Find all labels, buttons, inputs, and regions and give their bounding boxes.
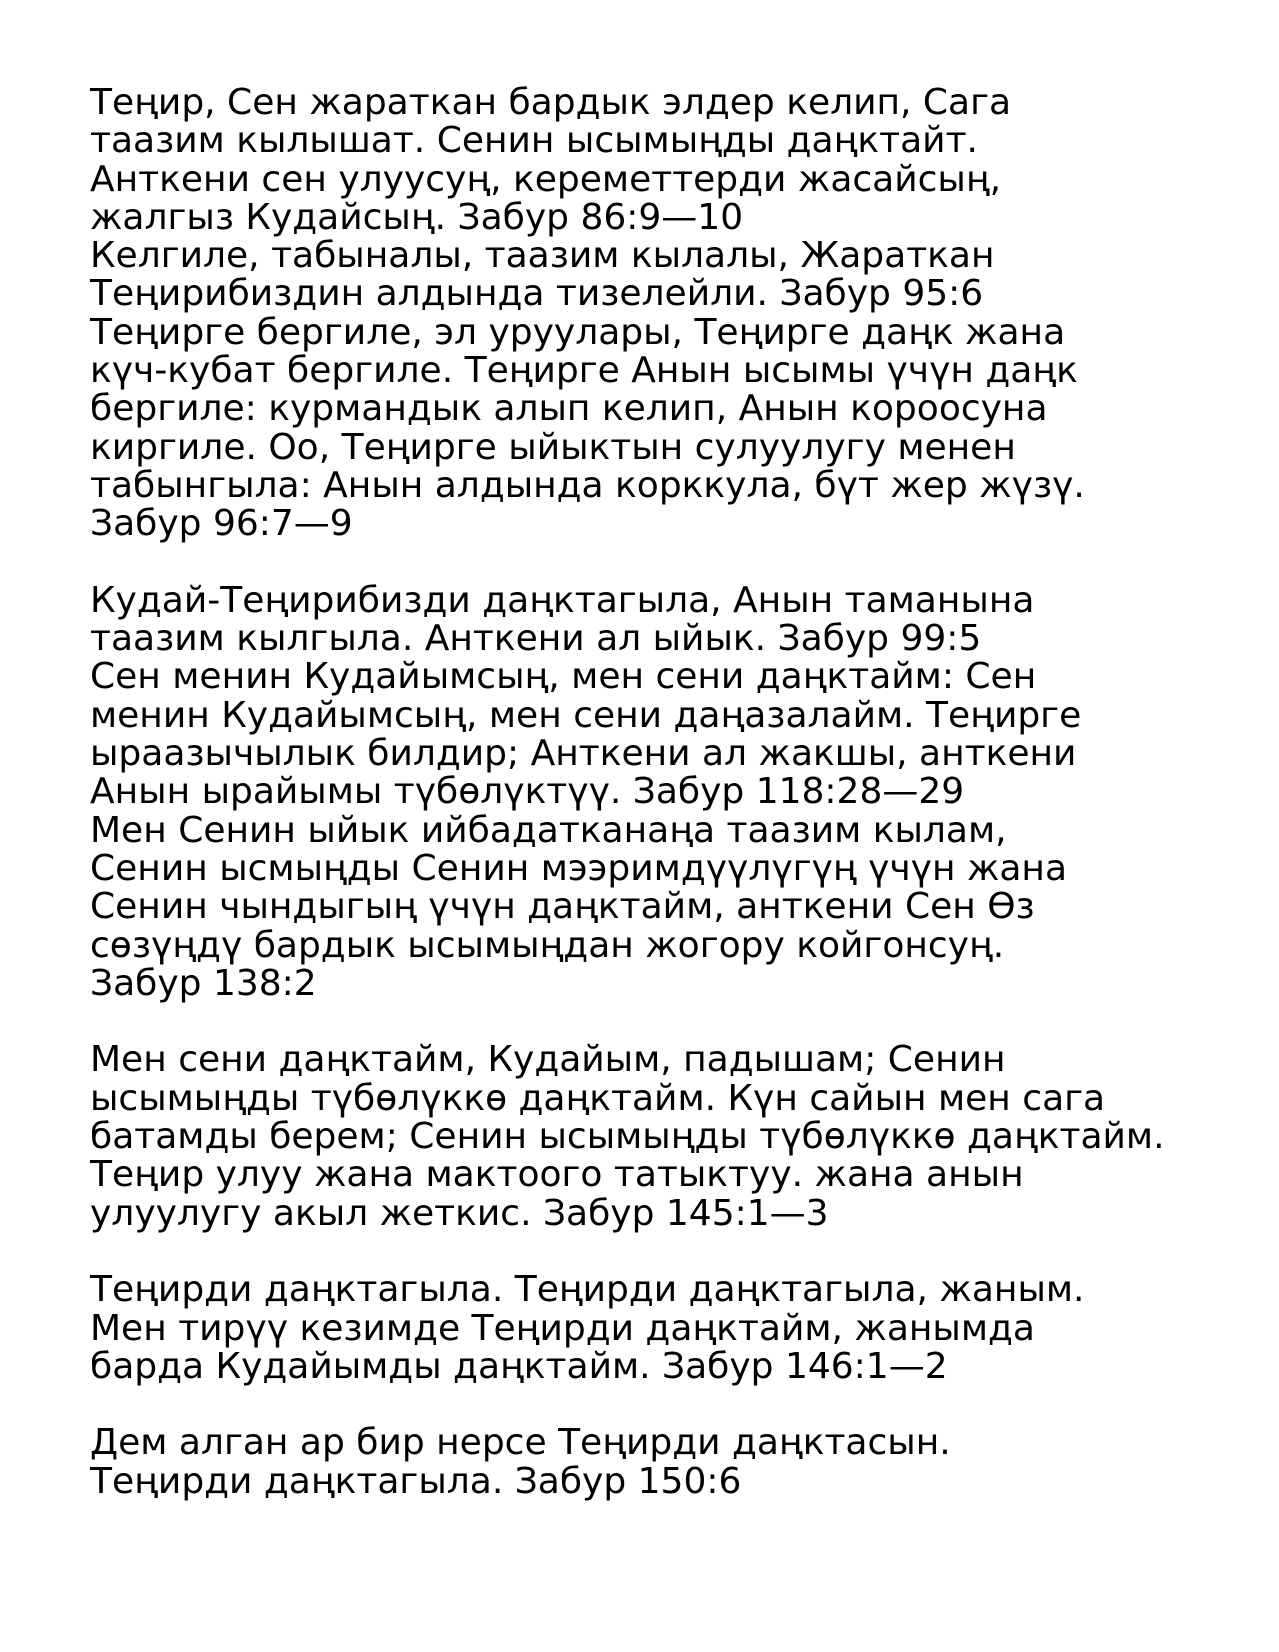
text-line: Сенин чындыгың үчүн даңктайм, анткени Сен Өз bbox=[90, 886, 1035, 928]
paragraph-5 bbox=[90, 1424, 1250, 1501]
text-line: Забур 96:7—9 bbox=[90, 503, 353, 545]
paragraph-spacer bbox=[90, 1386, 1250, 1424]
text-line: киргиле. Оо, Теңирге ыйыктын сулуулугу менен bbox=[90, 426, 1016, 468]
paragraph-1 bbox=[90, 84, 1250, 544]
text-line: күч-кубат бергиле. Теңирге Анын ысымы үчүн даңк bbox=[90, 350, 1078, 392]
paragraph-spacer bbox=[90, 1233, 1250, 1271]
paragraph-spacer bbox=[90, 544, 1250, 582]
text-line: Забур 138:2 bbox=[90, 962, 317, 1004]
text-line: Анткени сен улуусуң, кереметтерди жасайсың, bbox=[90, 158, 1002, 200]
text-line: батамды берем; Сенин ысымыңды түбөлүккө даңктайм. bbox=[90, 1116, 1165, 1158]
paragraph-spacer bbox=[90, 1003, 1250, 1041]
text-line: Теңирди даңктагыла. Забур 150:6 bbox=[90, 1460, 742, 1502]
text-line: таазим кылышат. Сенин ысымыңды даңктайт. bbox=[90, 120, 978, 162]
text-line: таазим кылгыла. Анткени ал ыйык. Забур 99:5 bbox=[90, 618, 982, 660]
paragraph-2 bbox=[90, 579, 1250, 1004]
text-line: Анын ырайымы түбөлүктүү. Забур 118:28—29 bbox=[90, 771, 965, 813]
text-line: Мен сени даңктайм, Кудайым, падышам; Сенин bbox=[90, 1039, 1006, 1081]
text-line: Мен Сенин ыйык ийбадатканаңа таазим кылам, bbox=[90, 809, 1007, 851]
text-line: Теңирге бергиле, эл уруулары, Теңирге даңк жана bbox=[90, 311, 1066, 353]
text-line: Теңирди даңктагыла. Теңирди даңктагыла, жаным. bbox=[90, 1269, 1085, 1311]
text-line: Теңир, Сен жараткан бардык элдер келип, Сага bbox=[90, 82, 1012, 123]
text-line: Сенин ысмыңды Сенин мээримдүүлүгүң үчүн жана bbox=[90, 847, 1068, 889]
text-line: Кудай-Теңирибизди даңктагыла, Анын таманына bbox=[90, 579, 1035, 621]
text-line: ыраазычылык билдир; Анткени ал жакшы, анткени bbox=[90, 733, 1077, 775]
text-line: Сен менин Кудайымсың, мен сени даңктайм: Сен bbox=[90, 656, 1037, 698]
text-line: Келгиле, табыналы, таазим кылалы, Жараткан bbox=[90, 235, 995, 277]
text-line: сөзүңдү бардык ысымыңдан жогору койгонсуң. bbox=[90, 924, 1005, 966]
text-line: ысымыңды түбөлүккө даңктайм. Күн сайын мен сага bbox=[90, 1077, 1106, 1119]
text-line: менин Кудайымсың, мен сени даңазалайм. Теңирге bbox=[90, 694, 1082, 736]
text-line: бергиле: курмандык алып келип, Анын короосуна bbox=[90, 388, 1048, 430]
text-line: барда Кудайымды даңктайм. Забур 146:1—2 bbox=[90, 1345, 948, 1387]
text-line: Теңир улуу жана мактоого татыктуу. жана анын bbox=[90, 1154, 1024, 1196]
document-page bbox=[90, 84, 1250, 1501]
paragraph-3 bbox=[90, 1041, 1250, 1232]
text-line: улуулугу акыл жеткис. Забур 145:1—3 bbox=[90, 1192, 829, 1234]
text-line: жалгыз Кудайсың. Забур 86:9—10 bbox=[90, 196, 744, 238]
paragraph-4 bbox=[90, 1271, 1250, 1386]
text-line: Мен тирүү кезимде Теңирди даңктайм, жанымда bbox=[90, 1307, 1035, 1349]
text-line: Дем алган ар бир нерсе Теңирди даңктасын. bbox=[90, 1422, 951, 1464]
text-line: табынгыла: Анын алдында корккула, бүт жер жүзү. bbox=[90, 464, 1085, 506]
text-line: Теңирибиздин алдында тизелейли. Забур 95:6 bbox=[90, 273, 984, 315]
